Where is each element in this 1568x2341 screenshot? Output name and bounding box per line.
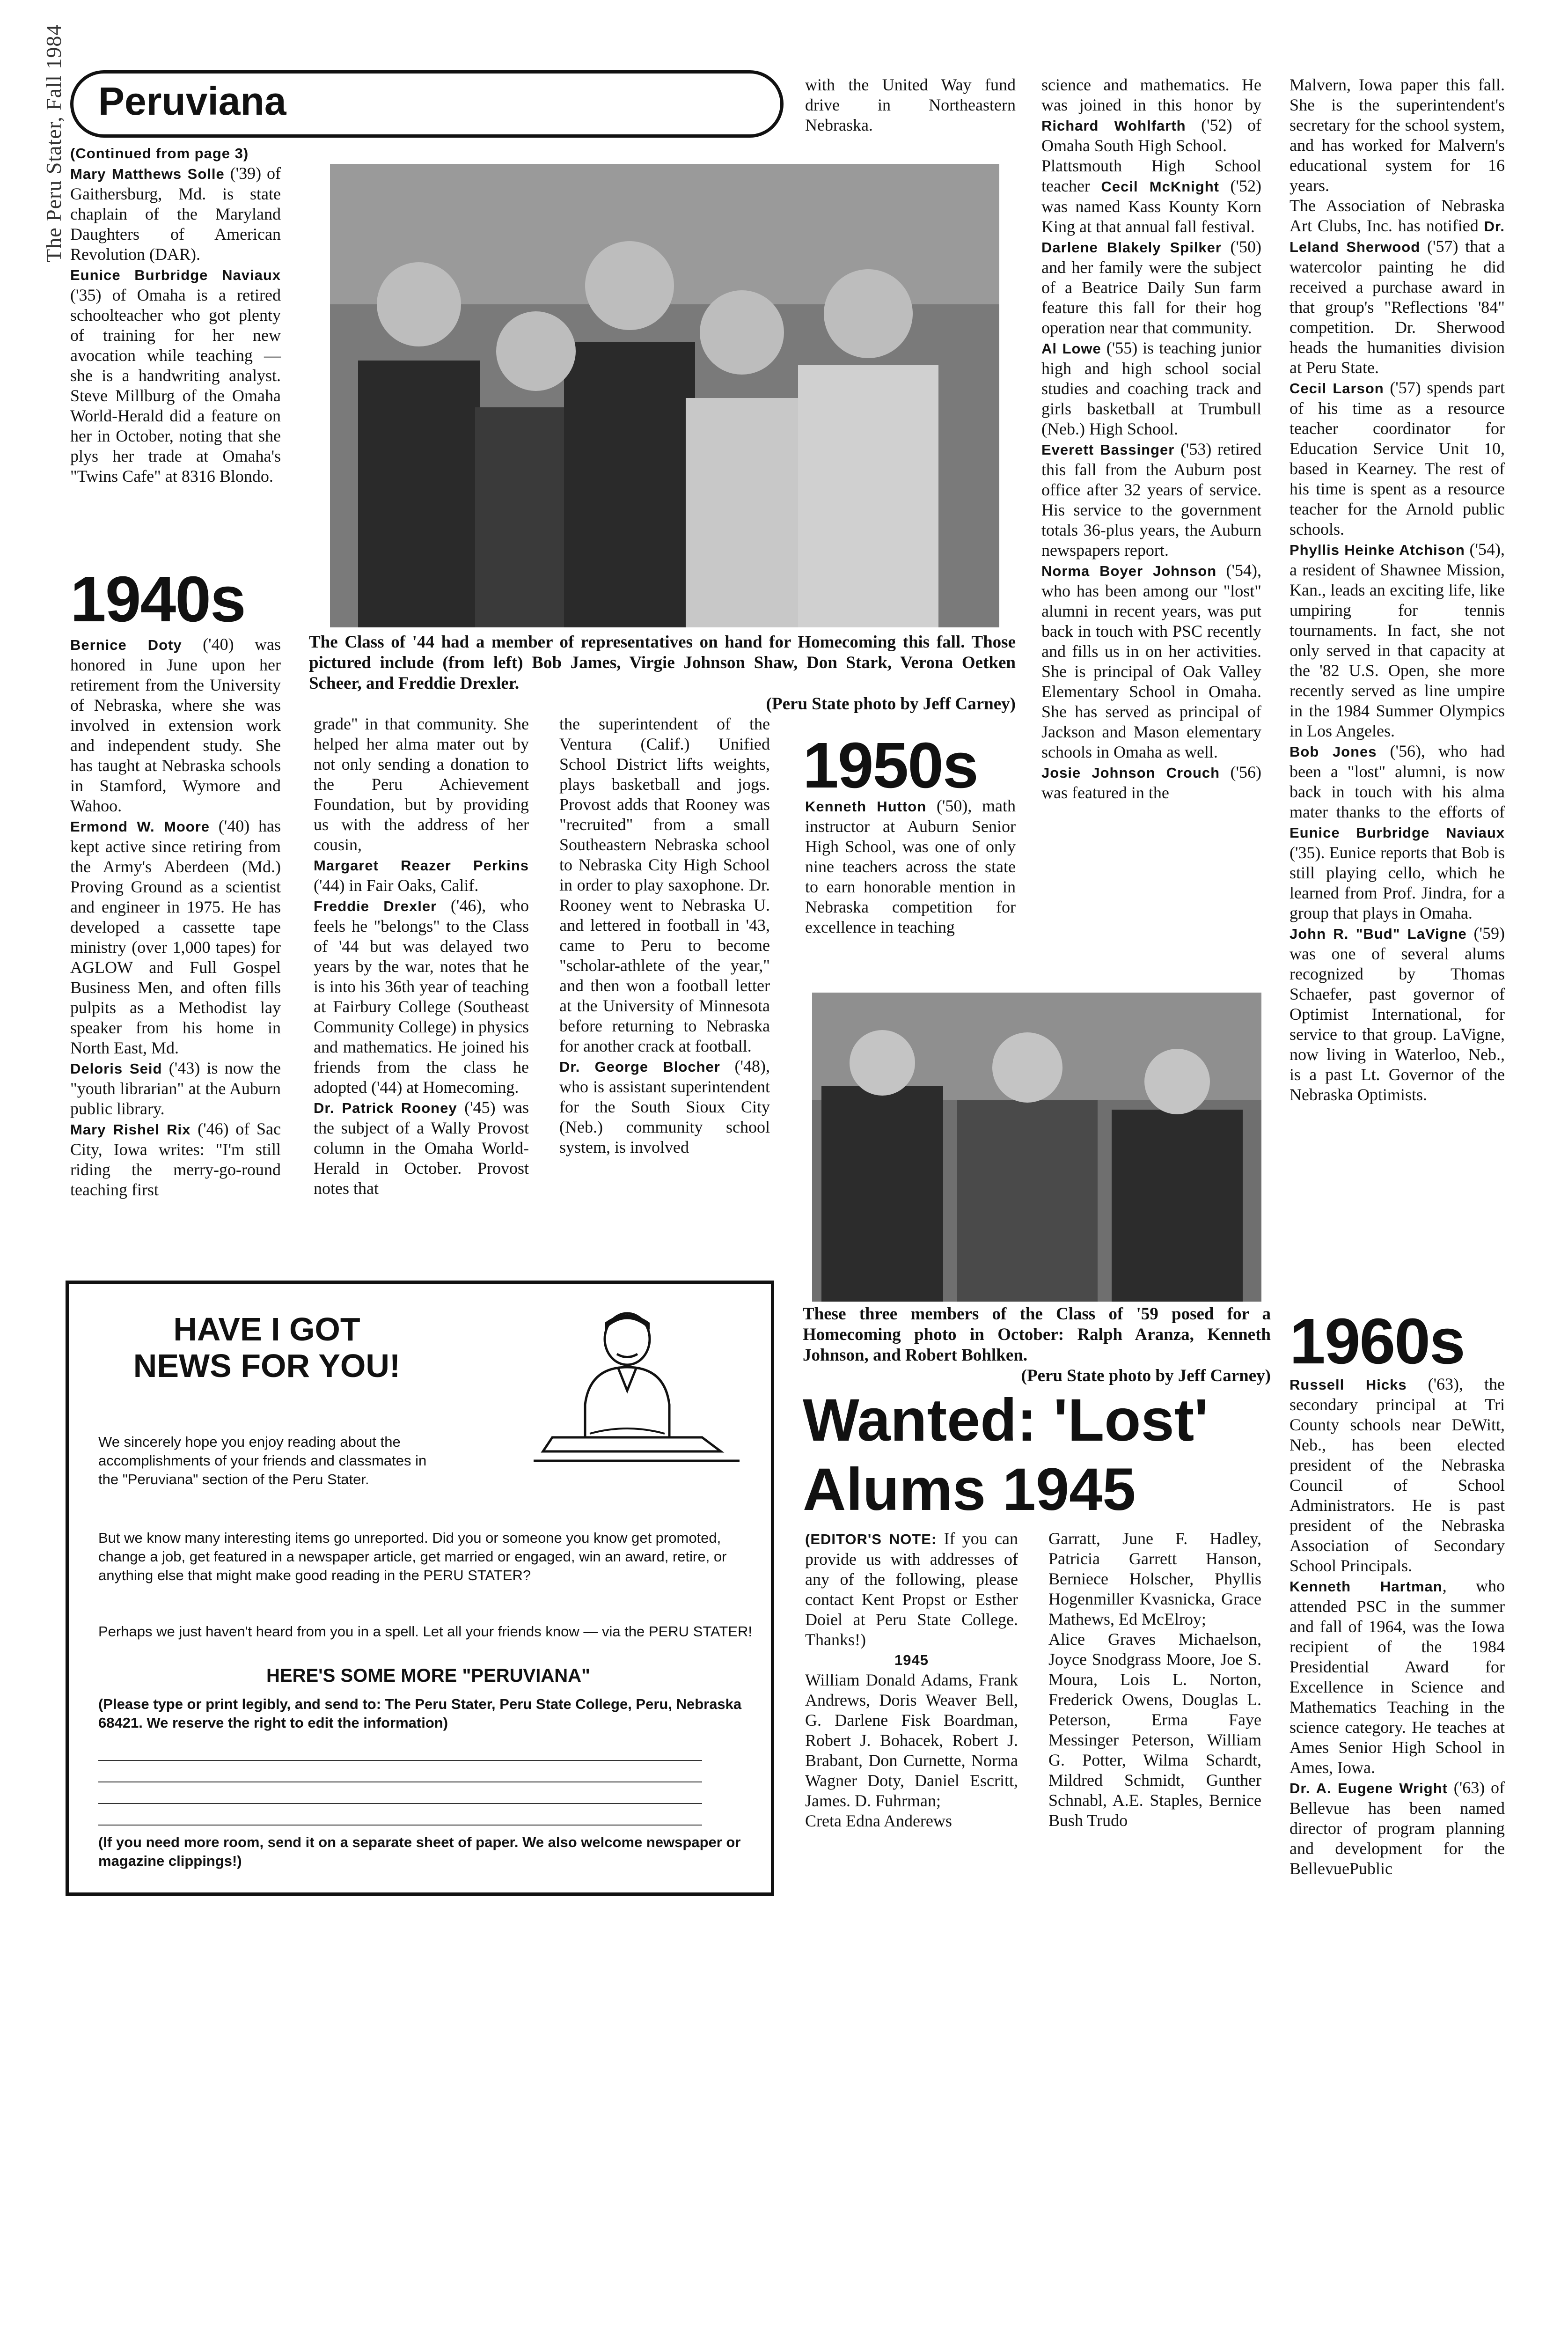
person-name: Everett Bassinger — [1041, 442, 1175, 458]
column-2 — [314, 714, 529, 1199]
column-4-top: with the United Way fund drive in Northeastern Nebraska. — [805, 75, 1016, 134]
entry-text: ('46), who feels he "belongs" to the Class of '44 but was delayed two years by the war, notes that he is into his 36th year of teaching at Fairbury College (Southeast Community College) in physics and mathematics. He joined his friends from the class he adopted ('44) at Homecoming. — [314, 896, 529, 1097]
news-intro: We sincerely hope you enjoy reading about the accomplishments of your friends and classmates in the "Peruviana" section of the Peru Stater. — [98, 1434, 427, 1487]
entry-text: The Association of Nebraska Art Clubs, Inc. has notified — [1290, 196, 1505, 235]
photo-illustration — [330, 164, 999, 627]
person-name: Dr. Patrick Rooney — [314, 1100, 457, 1116]
photo-class-of-59 — [812, 993, 1261, 1302]
person-name: Mary Matthews Solle — [70, 166, 225, 182]
entry-text: ('52) was named Kass Kounty Korn King at that annual fall festival. — [1041, 177, 1262, 236]
entry-text: ('39) of Gaithersburg, Md. is state chaplain of the Maryland Daughters of American Revolution (DAR). — [70, 164, 281, 264]
entry-text: ('35). Eunice reports that Bob is still playing cello, which he learned from Prof. Jindra, for a group that plays in Omaha. — [1290, 843, 1505, 922]
entry-text: , who attended PSC in the summer and fall of 1964, was the Iowa recipient of the 1984 Presidential Award for Excellence in Science and Mathematics Teaching in the science category. He teaches at Ames Senior High School in Ames, Iowa. — [1290, 1576, 1505, 1777]
person-name: Norma Boyer Johnson — [1041, 563, 1217, 579]
wanted-column-1 — [805, 1529, 1018, 1831]
side-label: The Peru Stater, Fall 1984 — [42, 24, 66, 262]
masthead-title: Peruviana — [98, 79, 286, 123]
person-name: Darlene Blakely Spilker — [1041, 239, 1222, 256]
person-name: Phyllis Heinke Atchison — [1290, 542, 1465, 558]
column-3 — [559, 714, 770, 1157]
editors-note-label: (EDITOR'S NOTE: — [805, 1531, 937, 1547]
form-line[interactable] — [98, 1782, 702, 1804]
photo-2-caption-text: These three members of the Class of '59 posed for a Homecoming photo in October: Ralph Aranza, Kenneth Johnson, and Robert Bohlken. — [803, 1304, 1271, 1365]
entry-text: ('50), math instructor at Auburn Senior High School, was one of only nine teachers across the state to earn honorable mention in Nebraska competition for excellence in teaching — [805, 796, 1016, 936]
wanted-headline-line-1: Wanted: 'Lost' — [803, 1387, 1209, 1454]
form-title: HERE'S SOME MORE "PERUVIANA" — [266, 1665, 590, 1686]
photo-1-caption — [309, 632, 1016, 714]
person-name: John R. "Bud" LaVigne — [1290, 926, 1467, 942]
entry-text: ('53) retired this fall from the Auburn post office after 32 years of service. His service to the government totals 36-plus years, the Auburn newspapers report. — [1041, 440, 1261, 559]
news-para-2: But we know many interesting items go unreported. Did you or someone you know get promoted, change a job, get featured in a newspaper article, get married or engaged, win an award, retire, or anything else that might make good reading in the PERU STATER? — [98, 1530, 727, 1583]
wanted-year: 1945 — [894, 1652, 929, 1668]
continued-note: (Continued from page 3) — [70, 145, 249, 162]
person-name: Dr. George Blocher — [559, 1059, 720, 1075]
decade-heading-1960s: 1960s — [1290, 1305, 1465, 1377]
wanted-headline-line-2: Alums 1945 — [803, 1456, 1136, 1523]
decade-heading-1940s: 1940s — [70, 563, 245, 635]
entry-text: Malvern, Iowa paper this fall. She is the superintendent's secretary for the school system, and has worked for Malvern's educational system for 16 years. — [1290, 75, 1505, 195]
news-box-title — [80, 1311, 454, 1384]
entry-text: ('59) was one of several alums recognized by Thomas Schaefer, past governor of Optimist International, for service to that group. LaVigne, now living in Waterloo, Neb., is a past Lt. Governor of the Nebraska Optimists. — [1290, 924, 1505, 1104]
person-name: Deloris Seid — [70, 1060, 162, 1077]
person-name: Dr. Leland Sherwood — [1290, 218, 1505, 255]
photo-2-caption — [803, 1304, 1271, 1386]
entry-text: ('54), a resident of Shawnee Mission, Kan., leads an exciting life, like umpiring for tennis tournaments. In fact, she not only served in that capacity at the '82 U.S. Open, she more recently served as line umpire in the 1984 Summer Olympics in Los Angeles. — [1290, 540, 1505, 740]
wanted-list-1: William Donald Adams, Frank Andrews, Doris Weaver Bell, G. Darlene Fisk Boardman, Robert J. Bohacek, Robert J. Brabant, Don Curnette, Norma Wagner Doty, Daniel Escritt, James. D. Fuhrman; — [805, 1671, 1018, 1810]
news-footer: (If you need more room, send it on a separate sheet of paper. We also welcome newspaper or magazine clippings!) — [98, 1834, 741, 1869]
photo-1-credit: (Peru State photo by Jeff Carney) — [766, 694, 1016, 714]
entry-text: ('63) of Bellevue has been named director of program planning and development for the BellevuePublic — [1290, 1778, 1505, 1878]
person-name: Freddie Drexler — [314, 898, 437, 914]
wanted-list-1b: Creta Edna Anderews — [805, 1811, 952, 1830]
column-6-bottom — [1290, 1374, 1505, 1879]
person-name: Kenneth Hartman — [1290, 1578, 1443, 1595]
entry-text: ('46) of Sac City, Iowa writes: "I'm still riding the merry-go-round teaching first — [70, 1119, 281, 1199]
entry-text: ('63), the secondary principal at Tri County schools near DeWitt, Neb., has been elected president of the Nebraska Council of School Administrators. He is past president of the Nebraska Association of Secondary School Principals. — [1290, 1375, 1505, 1575]
news-title-line-2: NEWS FOR YOU! — [133, 1347, 401, 1384]
entry-text: grade" in that community. She helped her alma mater out by not only sending a donation to the Peru Achievement Foundation, but by providing us with the address of her cousin, — [314, 714, 529, 854]
person-name: Dr. A. Eugene Wright — [1290, 1780, 1448, 1796]
entry-text: Plattsmouth High School teacher — [1041, 156, 1261, 195]
person-name: Bernice Doty — [70, 637, 182, 653]
entry-text: ('55) is teaching junior high and high school social studies and coaching track and girls basketball at Trumbull (Neb.) High School. — [1041, 339, 1262, 438]
wanted-list-2: Garratt, June F. Hadley, Patricia Garrett Hanson, Berniece Holscher, Phyllis Hogenmiller Kvasnicka, Grace Mathews, Ed McElroy; — [1048, 1529, 1261, 1628]
entry-text: science and mathematics. He was joined in this honor by — [1041, 75, 1261, 114]
photo-1-caption-text: The Class of '44 had a member of representatives on hand for Homecoming this fall. Those pictured include (from left) Bob James, Virgie Johnson Shaw, Don Stark, Verona Oetken Scheer, and Freddie Drexler. — [309, 633, 1016, 693]
entry-text: ('48), who is assistant superintendent for the South Sioux City (Neb.) community school system, is involved — [559, 1057, 770, 1156]
photo-illustration — [812, 993, 1261, 1302]
entry-text: ('52) of Omaha South High School. — [1041, 116, 1262, 155]
person-name: Eunice Burbridge Naviaux — [1290, 825, 1505, 841]
entry-text: ('57) that a watercolor painting he did received a purchase award in that group's "Reflections '84" competition. Dr. Sherwood heads the humanities division at Peru State. — [1290, 237, 1505, 377]
photo-2-credit: (Peru State photo by Jeff Carney) — [1021, 1366, 1271, 1385]
person-name: Margaret Reazer Perkins — [314, 857, 529, 874]
man-reading-icon — [534, 1311, 740, 1480]
entry-text: ('56), who had been a "lost" alumni, is now back in touch with his alma mater thanks to the efforts of — [1290, 742, 1505, 821]
decade-heading-1950s: 1950s — [803, 729, 978, 802]
entry-text: ('56) was featured in the — [1041, 763, 1261, 802]
person-name: Cecil McKnight — [1101, 178, 1219, 195]
person-name: Richard Wohlfarth — [1041, 118, 1186, 134]
person-name: Ermond W. Moore — [70, 818, 210, 835]
person-name: Mary Rishel Rix — [70, 1121, 191, 1138]
form-line[interactable] — [98, 1804, 702, 1826]
form-instructions: (Please type or print legibly, and send to: The Peru Stater, Peru State College, Peru, Nebraska 68421. We reserve the right to edit the information) — [98, 1696, 742, 1731]
form-line[interactable] — [98, 1739, 702, 1761]
person-name: Josie Johnson Crouch — [1041, 765, 1220, 781]
entry-text: ('43) is now the "youth librarian" at the Auburn public library. — [70, 1059, 281, 1118]
entry-text: ('57) spends part of his time as a resource teacher coordinator for Education Service Unit 10, based in Kearney. The rest of his time is spent as a resource teacher for the Arnold public schools. — [1290, 378, 1505, 538]
column-1-bottom — [70, 634, 281, 1200]
editors-note-text: If you can provide us with addresses of any of the following, please contact Kent Propst or Esther Doiel at Peru State College. Thanks!) — [805, 1529, 1018, 1649]
entry-text: ('54), who has been among our "lost" alumni in recent years, was put back in touch with PSC recently and fills us in on her activities. She is principal of Oak Valley Elementary School in Omaha. She has served as principal of Jackson and Mason elementary schools in Omaha as well. — [1041, 561, 1261, 761]
person-name: Russell Hicks — [1290, 1377, 1407, 1393]
entry-text: ('35) of Omaha is a retired schoolteacher who got plenty of training for her new avocation while teaching — she is a handwriting analyst. Steve Millburg of the Omaha World-Herald did a feature on her in October, noting that she plys her trade at Omaha's "Twins Cafe" at 8316 Blondo. — [70, 286, 281, 486]
person-name: Cecil Larson — [1290, 380, 1384, 397]
person-name: Al Lowe — [1041, 340, 1101, 357]
wanted-column-2 — [1048, 1529, 1261, 1831]
wanted-list-2b: Alice Graves Michaelson, Joyce Snodgrass Moore, Joe S. Moura, Lois L. Norton, Frederick Owens, Douglas L. Peterson, Erma Faye Messinger Peterson, William G. Potter, Wilma Schardt, Mildred Schmidt, Gunther Schnabl, A.E. Staples, Bernice Bush Trudo — [1048, 1630, 1261, 1830]
form-lines[interactable] — [98, 1739, 702, 1826]
wanted-headline — [803, 1386, 1271, 1524]
photo-class-of-44 — [330, 164, 999, 627]
entry-text: ('40) was honored in June upon her retirement from the University of Nebraska, where she was involved in extension work and independent study. She has taught at Nebraska schools in Stamford, Wymore and Wahoo. — [70, 635, 281, 815]
entry-text: the superintendent of the Ventura (Calif.) Unified School District lifts weights, plays basketball and jogs. Provost adds that Rooney was "recruited" from a small Southeastern Nebraska school to Nebraska City High School in order to play saxophone. Dr. Rooney went to Nebraska U. and lettered in football in '43, came to Peru to become "scholar-athlete of the year," and then won a football letter at the University of Minnesota before returning to Nebraska for another crack at football. — [559, 714, 770, 1055]
entry-text: ('40) has kept active since retiring from the Army's Aberdeen (Md.) Proving Ground as a scientist and engineer in 1975. He has developed a cassette tape ministry (over 1,000 tapes) for AGLOW and Full Gospel Business Men, and often fills pulpits as a Methodist lay speaker from his home in North East, Md. — [70, 817, 281, 1057]
column-4 — [805, 796, 1016, 937]
form-line[interactable] — [98, 1761, 702, 1782]
person-name: Bob Jones — [1290, 744, 1377, 760]
column-1-top — [70, 143, 281, 486]
column-6 — [1290, 75, 1505, 1105]
news-para-3: Perhaps we just haven't heard from you in a spell. Let all your friends know — via the PERU STATER! — [98, 1623, 752, 1640]
reader-illustration — [534, 1311, 740, 1480]
news-title-line-1: HAVE I GOT — [173, 1311, 360, 1347]
entry-text: ('45) was the subject of a Wally Provost column in the Omaha World-Herald in October. Provost notes that — [314, 1098, 529, 1198]
entry-text: ('50) and her family were the subject of a Beatrice Daily Sun farm feature this fall for their hog operation near that community. — [1041, 237, 1261, 337]
person-name: Eunice Burbridge Naviaux — [70, 267, 281, 283]
entry-text: ('44) in Fair Oaks, Calif. — [314, 876, 479, 895]
person-name: Kenneth Hutton — [805, 798, 927, 815]
column-5 — [1041, 75, 1261, 803]
